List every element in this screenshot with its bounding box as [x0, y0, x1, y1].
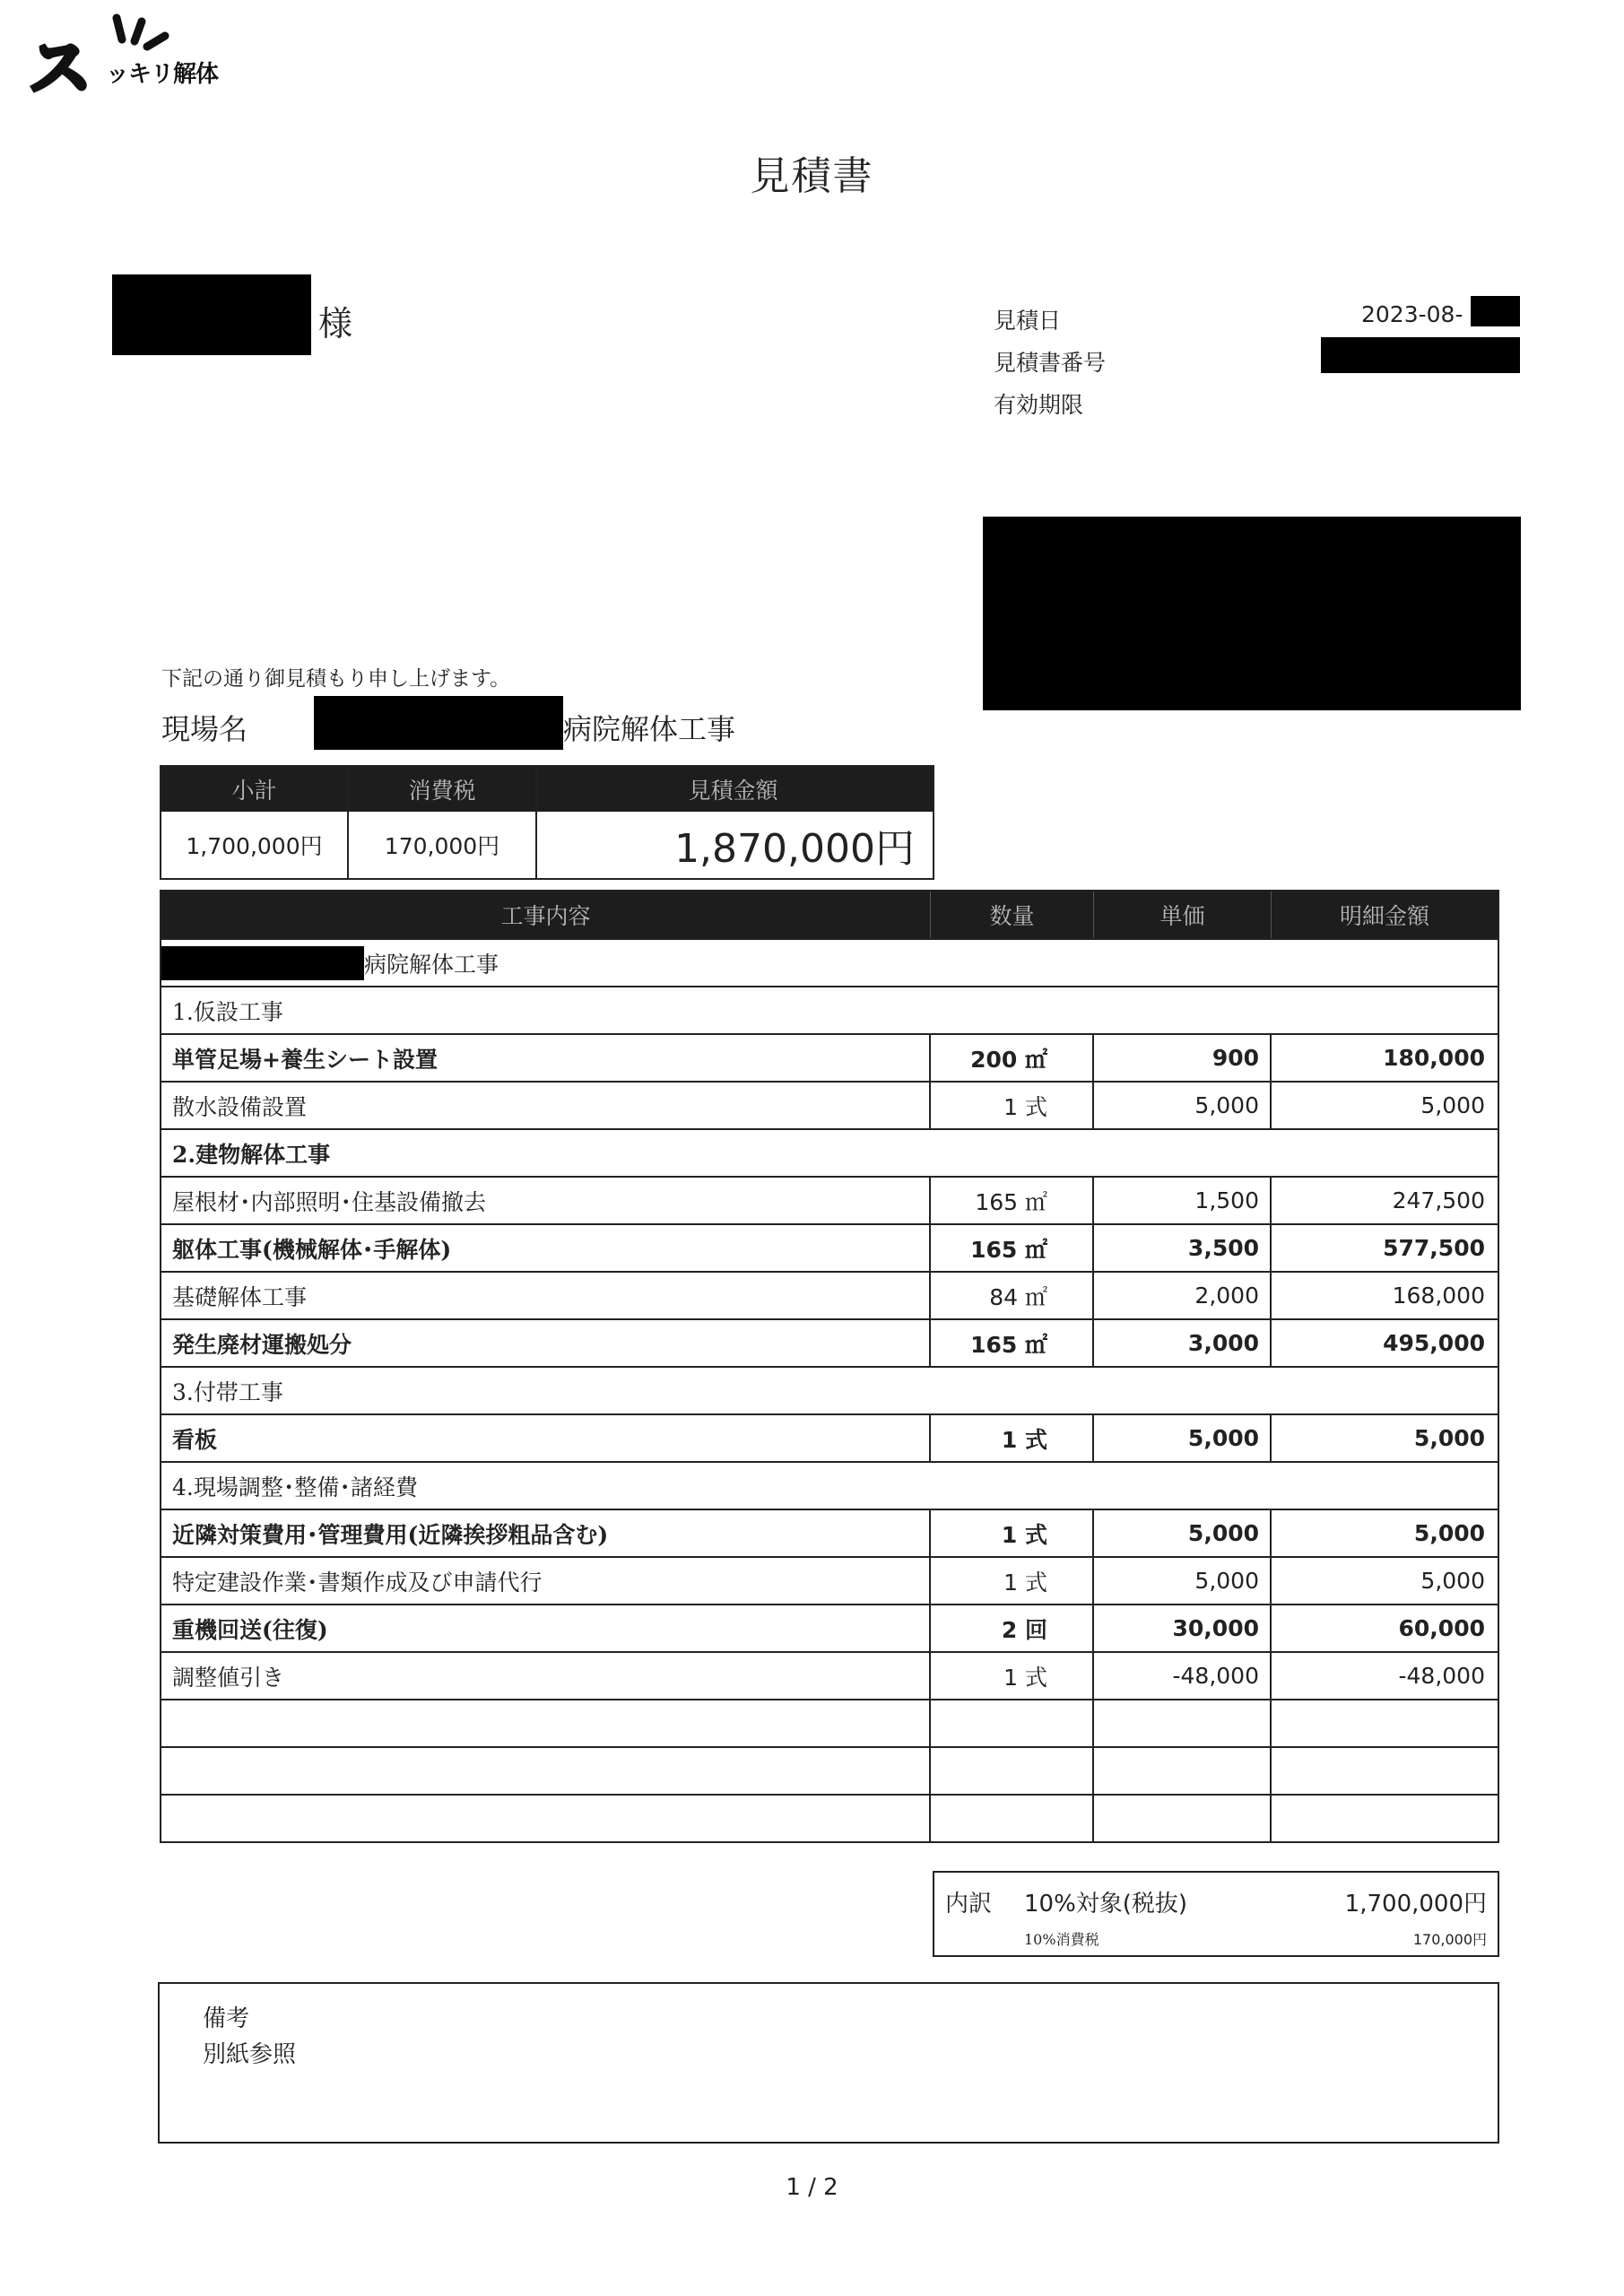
item-name: 基礎解体工事 [161, 1273, 931, 1318]
table-row [161, 1033, 1498, 1081]
item-amount [1272, 1796, 1498, 1841]
redacted-date-day [1471, 296, 1520, 326]
item-qty: 165 ㎡ [931, 1320, 1094, 1366]
item-amount: 5,000 [1420, 1092, 1485, 1118]
item-amount: 5,000 [1413, 1520, 1485, 1546]
item-name: 単管足場+養生シート設置 [161, 1035, 931, 1081]
table-row [161, 1223, 1498, 1271]
breakdown-label: 内訳 [945, 1891, 993, 1918]
breakdown-target-name: 10%対象(税抜) [1024, 1891, 1188, 1918]
redacted-estimate-number [1321, 337, 1520, 373]
table-row [161, 1271, 1498, 1318]
column-header-name: 工事内容 [161, 891, 931, 938]
section-row [161, 986, 1498, 1033]
customer-honorific: 様 [318, 304, 353, 344]
item-unit-price [1094, 1748, 1272, 1794]
item-amount [1272, 1748, 1498, 1794]
column-header-qty: 数量 [931, 891, 1094, 938]
section-row [161, 1461, 1498, 1509]
table-row [161, 1509, 1498, 1556]
item-name: 調整値引き [161, 1653, 931, 1699]
table-row [161, 1081, 1498, 1128]
item-unit-price: 5,000 [1094, 1558, 1272, 1604]
item-qty: 1 式 [931, 1510, 1094, 1556]
company-logo [27, 9, 260, 105]
item-unit-price: 3,000 [1094, 1320, 1272, 1366]
site-name-suffix: 病院解体工事 [563, 712, 736, 746]
item-unit-price [1094, 1700, 1272, 1746]
breakdown-tax-value: 170,000円 [1412, 1931, 1487, 1948]
items-group-title [161, 938, 1498, 986]
estimate-number-label: 見積書番号 [994, 350, 1107, 376]
table-row [161, 1413, 1498, 1461]
summary-table [160, 765, 934, 880]
column-header-amount: 明細金額 [1339, 903, 1429, 929]
site-name-label: 現場名 [161, 712, 248, 746]
item-unit-price: -48,000 [1094, 1653, 1272, 1699]
section-title: 2.建物解体工事 [172, 1141, 331, 1168]
item-name [161, 1748, 931, 1794]
item-unit-price: 5,000 [1094, 1083, 1272, 1128]
table-row [161, 1556, 1498, 1604]
item-qty: 1 式 [931, 1653, 1094, 1699]
table-row [161, 1604, 1498, 1651]
item-qty [931, 1796, 1094, 1841]
estimate-date-value: 2023-08- [1361, 301, 1463, 327]
total-header: 見積金額 [688, 778, 778, 804]
breakdown-target-value: 1,700,000円 [1344, 1891, 1487, 1918]
tax-breakdown-box [933, 1871, 1499, 1957]
item-name [161, 1700, 931, 1746]
item-unit-price: 1,500 [1094, 1178, 1272, 1223]
item-name: 屋根材･内部照明･住基設備撤去 [161, 1178, 931, 1223]
item-unit-price: 3,500 [1094, 1225, 1272, 1271]
item-unit-price [1094, 1796, 1272, 1841]
column-header-unit-price: 単価 [1094, 891, 1272, 938]
item-qty: 1 式 [931, 1083, 1094, 1128]
item-unit-price: 5,000 [1094, 1415, 1272, 1461]
item-qty [931, 1748, 1094, 1794]
table-row [161, 1794, 1498, 1841]
redacted-company-info [983, 517, 1521, 710]
item-amount: -48,000 [1398, 1663, 1485, 1689]
item-amount: 60,000 [1398, 1615, 1485, 1641]
item-qty: 1 式 [931, 1415, 1094, 1461]
section-title: 1.仮設工事 [172, 998, 283, 1025]
item-qty: 2 回 [931, 1605, 1094, 1651]
subtotal-header: 小計 [161, 767, 349, 812]
item-amount: 495,000 [1383, 1330, 1485, 1356]
section-title: 4.現場調整･整備･諸経費 [172, 1474, 418, 1500]
document-title: 見積書 [750, 153, 874, 199]
item-amount [1272, 1700, 1498, 1746]
total-value: 1,870,000円 [674, 826, 915, 872]
intro-text: 下記の通り御見積もり申し上げます。 [161, 667, 511, 691]
item-qty: 1 式 [931, 1558, 1094, 1604]
tax-header: 消費税 [349, 767, 537, 812]
section-row [161, 1128, 1498, 1176]
page-number: 1 / 2 [786, 2174, 838, 2201]
remarks-label: 備考 [203, 2005, 250, 2032]
logo-burst-icon [106, 9, 187, 54]
table-row [161, 1176, 1498, 1223]
logo-text: ッキリ解体 [106, 61, 219, 88]
item-amount: 180,000 [1383, 1045, 1485, 1071]
redacted-site-name [314, 696, 563, 750]
item-qty: 165 ㎡ [931, 1178, 1094, 1223]
expiry-label: 有効期限 [994, 392, 1084, 418]
item-qty: 200 ㎡ [931, 1035, 1094, 1081]
item-amount: 5,000 [1413, 1425, 1485, 1451]
item-name: 重機回送(往復) [161, 1605, 931, 1651]
item-unit-price: 900 [1094, 1035, 1272, 1081]
item-name: 躯体工事(機械解体･手解体) [161, 1225, 931, 1271]
breakdown-tax-name: 10%消費税 [1024, 1931, 1099, 1948]
redacted-customer-name [112, 274, 311, 355]
item-qty: 165 ㎡ [931, 1225, 1094, 1271]
table-row [161, 1746, 1498, 1794]
item-name: 看板 [161, 1415, 931, 1461]
item-name: 散水設備設置 [161, 1083, 931, 1128]
item-amount: 168,000 [1392, 1283, 1485, 1309]
item-amount: 5,000 [1420, 1568, 1485, 1594]
item-name: 特定建設作業･書類作成及び申請代行 [161, 1558, 931, 1604]
section-row [161, 1366, 1498, 1413]
estimate-date-label: 見積日 [994, 308, 1062, 334]
redacted-site-name-inline [161, 946, 364, 980]
item-qty [931, 1700, 1094, 1746]
item-unit-price: 30,000 [1094, 1605, 1272, 1651]
item-unit-price: 5,000 [1094, 1510, 1272, 1556]
items-table [160, 890, 1499, 1843]
remarks-text: 別紙参照 [203, 2041, 297, 2068]
item-qty: 84 ㎡ [931, 1273, 1094, 1318]
logo-mark: ス [29, 31, 91, 105]
group-title-suffix: 病院解体工事 [364, 951, 499, 978]
table-row [161, 1318, 1498, 1366]
item-amount: 577,500 [1383, 1235, 1485, 1261]
table-row [161, 1651, 1498, 1699]
item-unit-price: 2,000 [1094, 1273, 1272, 1318]
items-rows [161, 986, 1498, 1841]
table-row [161, 1699, 1498, 1746]
remarks-box [158, 1982, 1499, 2144]
tax-value: 170,000円 [349, 812, 537, 878]
subtotal-value: 1,700,000円 [161, 812, 349, 878]
item-name: 近隣対策費用･管理費用(近隣挨拶粗品含む) [161, 1510, 931, 1556]
section-title: 3.付帯工事 [172, 1378, 283, 1405]
item-name [161, 1796, 931, 1841]
item-name: 発生廃材運搬処分 [161, 1320, 931, 1366]
item-amount: 247,500 [1392, 1187, 1485, 1213]
